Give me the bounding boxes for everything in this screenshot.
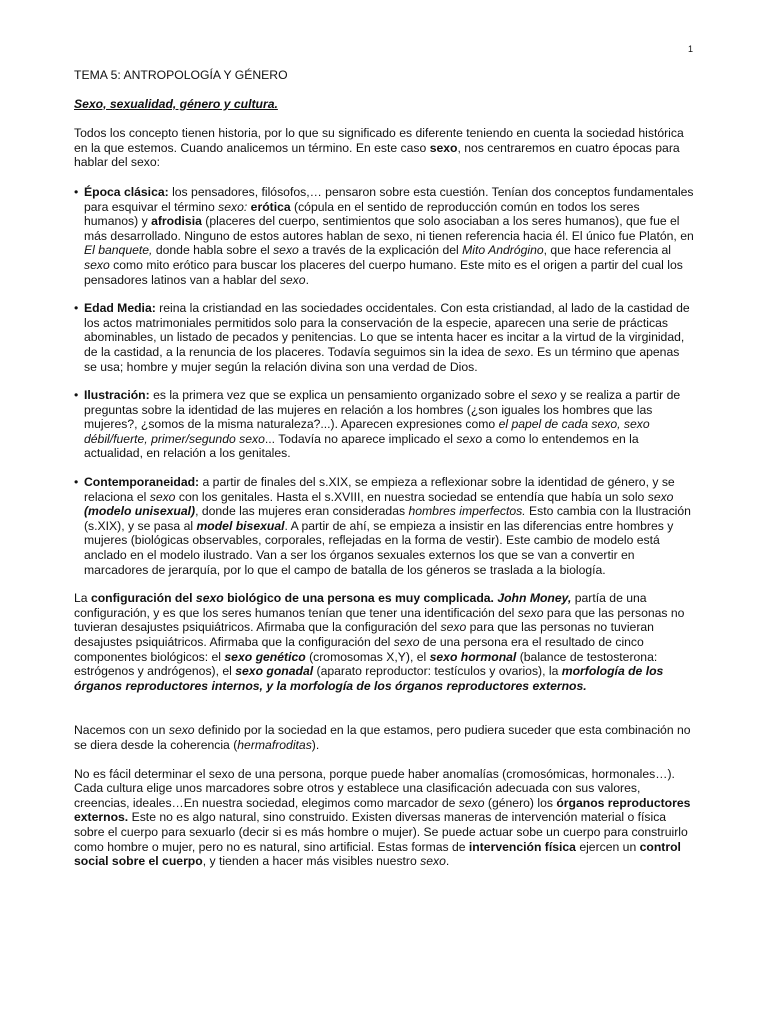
paragraph-money [74, 591, 694, 693]
text-run: . [305, 272, 309, 287]
text-run: y se realiza a partir de preguntas sobre la identidad de las mujeres en relación a los hombres (¿son iguales los hombres que las mujeres?, ¿somos de la misma naturaleza?...). Aparecen expresiones como [84, 388, 681, 432]
page-number: 1 [688, 44, 694, 54]
text-run: (balance de testosterona: estrógenos y andrógenos), el [74, 649, 658, 679]
text-run: La [74, 591, 91, 606]
text-run: (modelo unisexual) [84, 504, 196, 519]
text-run: El banquete, [84, 243, 153, 258]
text-run: sexo: [218, 199, 248, 214]
text-run: sexo [195, 591, 224, 606]
text-run: para que las personas no tuvieran desajustes psiquiátricos. Afirmaba que la configuración del [74, 620, 654, 649]
text-run: hombres imperfectos. [408, 504, 526, 519]
text-run: es la primera vez que se explica un pensamiento organizado sobre el [149, 388, 532, 403]
text-run: Este no es algo natural, sino construido. Existen diversas maneras de intervención material o física sobre el cuerpo para sexuarlo (decir si es más hombre o mujer). Se puede actuar sobe un cuerpo para construirlo como hombre o mujer, pero no es natural, sino artificial. Estas formas de [74, 810, 688, 854]
text-run: (placeres del cuerpo, sentimientos que solo asociaban a los seres humanos), que fue el más desarrollado. Ninguno de estos autores hablan de sexo, ni tienen referencia hacia él. El único fue Platón, en [84, 214, 694, 243]
text-run: . [445, 854, 450, 869]
text-run: partía de una configuración, y es que los seres humanos tenían que tener una identificación del [74, 591, 647, 620]
text-run: , nos centraremos en cuatro épocas para hablar del sexo: [74, 140, 680, 170]
text-run: sexo [517, 605, 544, 620]
text-run: John Money, [497, 591, 572, 606]
epoch-text [84, 185, 694, 287]
bullet-marker: • [74, 301, 79, 316]
text-run: intervención física [468, 839, 576, 854]
text-run: . A partir de ahí, se empieza a insistir en las diferencias entre hombres y mujeres (biológicas observables, corporales, reflejadas en la forma de vestir). Este cambio de modelo está anclado en el modelo ilustrado. Van a ser los órganos sexuales externos los que se van a convertir en marcadores de jerarquía, por lo que el campo de batalla de los géneros se traslada a la biología. [84, 518, 674, 577]
text-run: ... Todavía no aparece implicado el [264, 431, 457, 446]
text-run: para que las personas no tuvieran desajustes psiquiátricos. Afirmaba que la configuración del [74, 605, 685, 635]
text-run: sexo gonadal [235, 664, 314, 679]
text-run: control social sobre el cuerpo [74, 839, 681, 869]
text-run: sexo [168, 723, 195, 738]
bullet-marker: • [74, 475, 79, 490]
text-run: sexo [531, 388, 557, 403]
text-run: los pensadores, filósofos,… pensaron sobre esta cuestión. Tenían dos conceptos fundamentales para esquivar el término [84, 184, 694, 214]
text-run: sexo [440, 620, 467, 635]
text-run: sexo [393, 635, 420, 649]
text-run: ejercen un [575, 839, 640, 854]
epoch-item-contemporaneidad [74, 475, 694, 577]
text-run: (cromosomas X,Y), el [305, 649, 430, 664]
text-run: sexo [279, 272, 306, 287]
epoch-item-edad-media [74, 301, 694, 374]
text-run: sexo [458, 795, 485, 810]
text-run: donde habla sobre el [152, 243, 274, 258]
text-run: sexo [647, 489, 674, 504]
text-run: de una persona era el resultado de cinco componentes biológicos: el [74, 635, 644, 664]
text-run: hermafroditas [237, 737, 312, 752]
text-run: a partir de finales del s.XIX, se empieza a reflexionar sobre la identidad de género, y se relaciona el [84, 475, 675, 504]
text-run: órganos reproductores externos. [74, 795, 691, 825]
epoch-item-ilustracion [74, 388, 694, 461]
text-run: sexo [504, 344, 531, 359]
text-run: sexo hormonal [429, 649, 517, 664]
text-run: Mito Andrógino [462, 243, 544, 258]
text-run: Ilustración: [84, 388, 150, 403]
text-run: (género) los [484, 795, 557, 810]
text-run: morfología de los órganos reproductores internos, y la morfología de los órganos reproductores externos. [74, 664, 664, 693]
text-run: sexo genético [224, 649, 306, 664]
text-run: biológico de una persona es muy complicada. [223, 591, 494, 606]
text-run: (cópula en el sentido de reproducción común en todos los seres humanos) y [84, 199, 640, 229]
text-run: . Es un término que apenas se usa; hombre y mujer según la relación divina son una verdad de Dios. [84, 344, 680, 374]
text-run: reina la cristiandad en las sociedades occidentales. Con esta cristiandad, al lado de la castidad de los actos matrimoniales permitidos solo para la conservación de la especie, aparecen una serie de prácticas abominables, un listado de pecados y penitencias. Lo que se intenta hacer es incitar a la virtud de la virginidad, de la castidad, a la renuncia de los placeres. Todavía seguimos sin la idea de [84, 301, 690, 359]
bullet-marker: • [74, 184, 79, 199]
text-run: Esto cambia con la Ilustración (s.XIX), y se pasa al [84, 504, 691, 533]
text-run: con los genitales. Hasta el s.XVIII, en nuestra sociedad se entendía que había un solo [175, 489, 648, 504]
text-run: , que hace referencia al [543, 243, 672, 258]
text-run: ). [311, 737, 320, 752]
text-run: sexo [273, 243, 299, 258]
section-subtitle: Sexo, sexualidad, género y cultura. [74, 96, 278, 111]
paragraph-nacemos [74, 723, 694, 752]
text-run: No es fácil determinar el sexo de una persona, porque puede haber anomalías (cromosómicas, hormonales…). Cada cultura elige unos marcadores sobre otros y establece una clasificación adecuada con sus valores, creencias, ideales…En nuestra sociedad, elegimos como marcador de [74, 766, 675, 810]
epoch-text [84, 475, 691, 577]
document-body [74, 68, 694, 883]
epoch-text [84, 301, 690, 373]
text-run: a través de la explicación del [298, 243, 463, 258]
text-run: sexo [429, 140, 458, 155]
text-run: definido por la sociedad en la que estamos, pero pudiera suceder que esta combinación no se diera desde la coherencia ( [74, 723, 691, 752]
epoch-text [84, 388, 680, 460]
text-run: Época clásica: [84, 184, 169, 199]
text-run: model bisexual [196, 518, 285, 533]
text-run: Contemporaneidad: [84, 475, 200, 490]
text-run: sexo [456, 431, 483, 446]
text-run: erótica [250, 199, 291, 214]
text-run: a como lo entendemos en la actualidad, en relación a los genitales. [84, 431, 639, 461]
text-run: Nacemos con un [74, 723, 169, 738]
epoch-list [74, 185, 694, 577]
text-run: sexo [420, 854, 446, 869]
text-run: (aparato reproductor: testículos y ovarios), la [313, 664, 562, 679]
epoch-item-clasica [74, 185, 694, 287]
bullet-marker: • [74, 388, 79, 403]
text-run: , y tienden a hacer más visibles nuestro [202, 854, 421, 869]
intro-paragraph [74, 126, 694, 170]
document-title: TEMA 5: ANTROPOLOGÍA Y GÉNERO [74, 68, 288, 82]
text-run: como mito erótico para buscar los placeres del cuerpo humano. Este mito es el origen a partir del cual los pensadores latinos van a hablar del [84, 257, 683, 287]
text-run: Todos los concepto tienen historia, por lo que su significado es diferente teniendo en cuenta la sociedad histórica en la que estemos. Cuando analicemos un término. En este caso [74, 126, 684, 155]
text-run: el papel de cada sexo, sexo débil/fuerte, primer/segundo sexo [84, 417, 650, 446]
paragraph-determinar [74, 767, 694, 869]
text-run: sexo [149, 489, 176, 504]
text-run: afrodisia [151, 214, 202, 229]
text-run: Edad Media: [84, 301, 156, 316]
text-run: sexo [84, 257, 110, 272]
text-run: configuración del [90, 591, 196, 606]
text-run: , donde las mujeres eran consideradas [195, 504, 409, 519]
